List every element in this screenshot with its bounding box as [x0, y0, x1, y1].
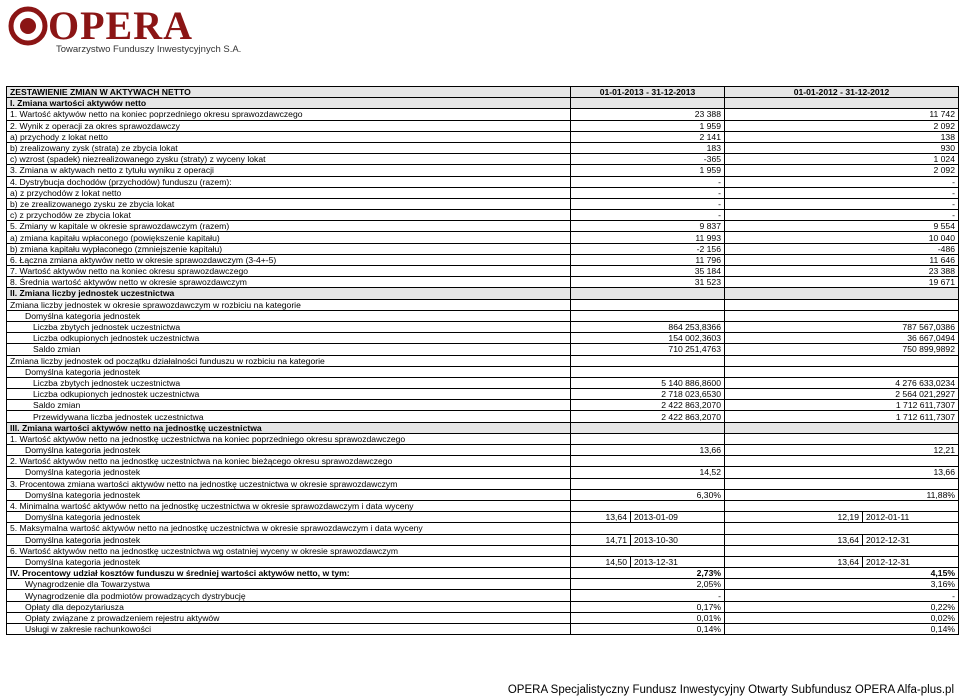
value-2012: 2 564 021,2927 — [725, 389, 959, 400]
value-2012: 0,22% — [725, 601, 959, 612]
value-2013: - — [571, 590, 725, 601]
value-2013: 710 251,4763 — [571, 344, 725, 355]
empty-cell — [571, 478, 725, 489]
table-row — [7, 489, 959, 500]
date-2012: 2012-12-31 — [863, 534, 959, 545]
empty-cell — [725, 523, 959, 534]
date-2013: 2013-01-09 — [631, 512, 725, 523]
date-2013: 2013-12-31 — [631, 556, 725, 567]
row-label: Saldo zmian — [7, 344, 571, 355]
row-label: 1. Wartość aktywów netto na koniec poprzedniego okresu sprawozdawczego — [7, 109, 571, 120]
row-label: Domyślna kategoria jednostek — [7, 534, 571, 545]
table-row — [7, 198, 959, 209]
section-row — [7, 288, 959, 299]
date-2013: 2013-10-30 — [631, 534, 725, 545]
table-row — [7, 232, 959, 243]
row-label: Opłaty związane z prowadzeniem rejestru aktywów — [7, 612, 571, 623]
table-row — [7, 411, 959, 422]
value-2013: - — [571, 176, 725, 187]
row-label: Domyślna kategoria jednostek — [7, 366, 571, 377]
value-2013: 31 523 — [571, 277, 725, 288]
table-row — [7, 344, 959, 355]
table-header-row — [7, 87, 959, 98]
table-row — [7, 109, 959, 120]
row-label: II. Zmiana liczby jednostek uczestnictwa — [7, 288, 571, 299]
table-row — [7, 154, 959, 165]
value-2012: 787 567,0386 — [725, 321, 959, 332]
value-2013: 154 002,3603 — [571, 333, 725, 344]
row-label: 4. Dystrybucja dochodów (przychodów) funduszu (razem): — [7, 176, 571, 187]
value-2012: - — [725, 198, 959, 209]
empty-cell — [725, 366, 959, 377]
value-2013: - — [571, 210, 725, 221]
row-label: Domyślna kategoria jednostek — [7, 489, 571, 500]
table-row — [7, 120, 959, 131]
row-label: 2. Wynik z operacji za okres sprawozdawczy — [7, 120, 571, 131]
empty-cell — [571, 433, 725, 444]
row-label: III. Zmiana wartości aktywów netto na jednostkę uczestnictwa — [7, 422, 571, 433]
table-row — [7, 266, 959, 277]
row-label: Domyślna kategoria jednostek — [7, 512, 571, 523]
value-2013: 35 184 — [571, 266, 725, 277]
value-2013: 11 993 — [571, 232, 725, 243]
value-2013: 2 718 023,6530 — [571, 389, 725, 400]
table-row — [7, 176, 959, 187]
value-2013: 2 422 863,2070 — [571, 400, 725, 411]
value-2012: 930 — [725, 142, 959, 153]
value-2012: 9 554 — [725, 221, 959, 232]
empty-cell — [725, 355, 959, 366]
table-row — [7, 556, 959, 567]
value-2012: 13,64 — [725, 534, 863, 545]
empty-cell — [725, 500, 959, 511]
row-label: IV. Procentowy udział kosztów funduszu w średniej wartości aktywów netto, w tym: — [7, 568, 571, 579]
empty-cell — [571, 422, 725, 433]
table-row — [7, 142, 959, 153]
value-2012: 10 040 — [725, 232, 959, 243]
table-row — [7, 131, 959, 142]
row-label: Zmiana liczby jednostek od początku działalności funduszu w rozbiciu na kategorie — [7, 355, 571, 366]
empty-cell — [571, 299, 725, 310]
empty-cell — [725, 545, 959, 556]
table-row — [7, 579, 959, 590]
row-label: 3. Zmiana w aktywach netto z tytułu wyniku z operacji — [7, 165, 571, 176]
table-row — [7, 187, 959, 198]
value-2013: 23 388 — [571, 109, 725, 120]
value-2013: 0,17% — [571, 601, 725, 612]
table-row — [7, 389, 959, 400]
value-2012: 12,21 — [725, 445, 959, 456]
value-2012: 11 646 — [725, 254, 959, 265]
row-label: b) zmiana kapitału wypłaconego (zmniejszenie kapitału) — [7, 243, 571, 254]
row-label: Liczba zbytych jednostek uczestnictwa — [7, 321, 571, 332]
value-2012: 138 — [725, 131, 959, 142]
value-2013: 0,14% — [571, 624, 725, 635]
table-row — [7, 400, 959, 411]
row-label: a) z przychodów z lokat netto — [7, 187, 571, 198]
empty-cell — [571, 456, 725, 467]
value-2013: 14,50 — [571, 556, 631, 567]
value-2013: 13,64 — [571, 512, 631, 523]
value-2013: 1 959 — [571, 165, 725, 176]
empty-cell — [571, 310, 725, 321]
row-label: 2. Wartość aktywów netto na jednostkę uczestnictwa na koniec bieżącego okresu sprawozdawczego — [7, 456, 571, 467]
value-2013: 13,66 — [571, 445, 725, 456]
row-label: 5. Maksymalna wartość aktywów netto na jednostkę uczestnictwa w okresie sprawozdawczym i data wyceny — [7, 523, 571, 534]
table-row — [7, 355, 959, 366]
value-2012: 23 388 — [725, 266, 959, 277]
period-2012-header: 01-01-2012 - 31-12-2012 — [725, 87, 959, 98]
value-2012: 13,64 — [725, 556, 863, 567]
row-label: 8. Średnia wartość aktywów netto w okresie sprawozdawczym — [7, 277, 571, 288]
row-label: Wynagrodzenie dla Towarzystwa — [7, 579, 571, 590]
value-2012: 4 276 633,0234 — [725, 377, 959, 388]
empty-cell — [725, 478, 959, 489]
table-row — [7, 366, 959, 377]
value-2012: 19 671 — [725, 277, 959, 288]
value-2013: 11 796 — [571, 254, 725, 265]
empty-cell — [725, 433, 959, 444]
value-2012: 0,14% — [725, 624, 959, 635]
value-2013: - — [571, 187, 725, 198]
net-assets-table — [6, 86, 959, 635]
value-2012: 11,88% — [725, 489, 959, 500]
date-2012: 2012-12-31 — [863, 556, 959, 567]
empty-cell — [571, 288, 725, 299]
value-2013: 14,52 — [571, 467, 725, 478]
table-row — [7, 478, 959, 489]
table-row — [7, 445, 959, 456]
section-row — [7, 568, 959, 579]
row-label: 3. Procentowa zmiana wartości aktywów netto na jednostkę uczestnictwa w okresie sprawozdawczym — [7, 478, 571, 489]
row-label: 4. Minimalna wartość aktywów netto na jednostkę uczestnictwa w okresie sprawozdawczym i data wyceny — [7, 500, 571, 511]
row-label: 1. Wartość aktywów netto na jednostkę uczestnictwa na koniec poprzedniego okresu sprawozdawczego — [7, 433, 571, 444]
value-2012: 4,15% — [725, 568, 959, 579]
empty-cell — [571, 355, 725, 366]
row-label: Opłaty dla depozytariusza — [7, 601, 571, 612]
table-row — [7, 590, 959, 601]
table-row — [7, 456, 959, 467]
row-label: c) wzrost (spadek) niezrealizowanego zysku (straty) z wyceny lokat — [7, 154, 571, 165]
value-2013: 2,05% — [571, 579, 725, 590]
value-2013: 183 — [571, 142, 725, 153]
empty-cell — [571, 98, 725, 109]
empty-cell — [725, 288, 959, 299]
table-row — [7, 624, 959, 635]
row-label: Wynagrodzenie dla podmiotów prowadzących dystrybucję — [7, 590, 571, 601]
page-footer: OPERA Specjalistyczny Fundusz Inwestycyjny Otwarty Subfundusz OPERA Alfa-plus.pl — [507, 684, 954, 696]
row-label: Usługi w zakresie rachunkowości — [7, 624, 571, 635]
table-row — [7, 221, 959, 232]
row-label: 5. Zmiany w kapitale w okresie sprawozdawczym (razem) — [7, 221, 571, 232]
table-row — [7, 512, 959, 523]
value-2013: 9 837 — [571, 221, 725, 232]
empty-cell — [725, 456, 959, 467]
table-row — [7, 467, 959, 478]
section-row — [7, 422, 959, 433]
value-2013: - — [571, 198, 725, 209]
table-row — [7, 277, 959, 288]
value-2013: 864 253,8366 — [571, 321, 725, 332]
value-2012: 12,19 — [725, 512, 863, 523]
row-label: I. Zmiana wartości aktywów netto — [7, 98, 571, 109]
opera-logo-icon — [8, 6, 48, 46]
table-row — [7, 612, 959, 623]
value-2013: 14,71 — [571, 534, 631, 545]
empty-cell — [725, 98, 959, 109]
table-row — [7, 534, 959, 545]
value-2013: 5 140 886,8600 — [571, 377, 725, 388]
table-row — [7, 165, 959, 176]
row-label: Przewidywana liczba jednostek uczestnictwa — [7, 411, 571, 422]
row-label: 7. Wartość aktywów netto na koniec okresu sprawozdawczego — [7, 266, 571, 277]
section-row — [7, 98, 959, 109]
row-label: Saldo zmian — [7, 400, 571, 411]
table-row — [7, 299, 959, 310]
value-2012: 1 712 611,7307 — [725, 411, 959, 422]
value-2012: 2 092 — [725, 120, 959, 131]
empty-cell — [725, 299, 959, 310]
value-2012: - — [725, 590, 959, 601]
table-row — [7, 545, 959, 556]
table-row — [7, 523, 959, 534]
table-row — [7, 210, 959, 221]
value-2012: - — [725, 176, 959, 187]
value-2012: 13,66 — [725, 467, 959, 478]
row-label: Domyślna kategoria jednostek — [7, 310, 571, 321]
table-row — [7, 333, 959, 344]
row-label: a) zmiana kapitału wpłaconego (powiększenie kapitału) — [7, 232, 571, 243]
value-2013: 2,73% — [571, 568, 725, 579]
table-row — [7, 500, 959, 511]
row-label: Zmiana liczby jednostek w okresie sprawozdawczym w rozbiciu na kategorie — [7, 299, 571, 310]
logo-wordmark: OPERA — [48, 3, 193, 48]
row-label: Domyślna kategoria jednostek — [7, 467, 571, 478]
empty-cell — [571, 366, 725, 377]
value-2012: 2 092 — [725, 165, 959, 176]
value-2013: 0,01% — [571, 612, 725, 623]
table-row — [7, 254, 959, 265]
date-2012: 2012-01-11 — [863, 512, 959, 523]
empty-cell — [571, 523, 725, 534]
value-2012: 1 712 611,7307 — [725, 400, 959, 411]
table-row — [7, 243, 959, 254]
value-2012: 0,02% — [725, 612, 959, 623]
value-2013: 2 141 — [571, 131, 725, 142]
period-2013-header: 01-01-2013 - 31-12-2013 — [571, 87, 725, 98]
value-2012: - — [725, 187, 959, 198]
value-2013: 2 422 863,2070 — [571, 411, 725, 422]
table-title: ZESTAWIENIE ZMIAN W AKTYWACH NETTO — [7, 87, 571, 98]
value-2012: 750 899,9892 — [725, 344, 959, 355]
opera-logo — [8, 3, 242, 56]
table-row — [7, 377, 959, 388]
row-label: Liczba zbytych jednostek uczestnictwa — [7, 377, 571, 388]
value-2012: 1 024 — [725, 154, 959, 165]
row-label: 6. Łączna zmiana aktywów netto w okresie sprawozdawczym (3-4+-5) — [7, 254, 571, 265]
value-2013: 1 959 — [571, 120, 725, 131]
value-2012: 36 667,0494 — [725, 333, 959, 344]
value-2013: -2 156 — [571, 243, 725, 254]
row-label: a) przychody z lokat netto — [7, 131, 571, 142]
value-2013: 6,30% — [571, 489, 725, 500]
value-2012: 11 742 — [725, 109, 959, 120]
row-label: Liczba odkupionych jednostek uczestnictwa — [7, 389, 571, 400]
logo-subtitle: Towarzystwo Funduszy Inwestycyjnych S.A. — [56, 44, 242, 55]
row-label: b) zrealizowany zysk (strata) ze zbycia lokat — [7, 142, 571, 153]
row-label: b) ze zrealizowanego zysku ze zbycia lokat — [7, 198, 571, 209]
row-label: 6. Wartość aktywów netto na jednostkę uczestnictwa wg ostatniej wyceny w okresie sprawozdawczym — [7, 545, 571, 556]
row-label: Liczba odkupionych jednostek uczestnictwa — [7, 333, 571, 344]
table-row — [7, 321, 959, 332]
empty-cell — [571, 500, 725, 511]
value-2012: 3,16% — [725, 579, 959, 590]
value-2013: -365 — [571, 154, 725, 165]
table-row — [7, 433, 959, 444]
empty-cell — [725, 310, 959, 321]
value-2012: -486 — [725, 243, 959, 254]
row-label: Domyślna kategoria jednostek — [7, 556, 571, 567]
empty-cell — [725, 422, 959, 433]
row-label: Domyślna kategoria jednostek — [7, 445, 571, 456]
table-row — [7, 310, 959, 321]
row-label: c) z przychodów ze zbycia lokat — [7, 210, 571, 221]
value-2012: - — [725, 210, 959, 221]
empty-cell — [571, 545, 725, 556]
table-row — [7, 601, 959, 612]
